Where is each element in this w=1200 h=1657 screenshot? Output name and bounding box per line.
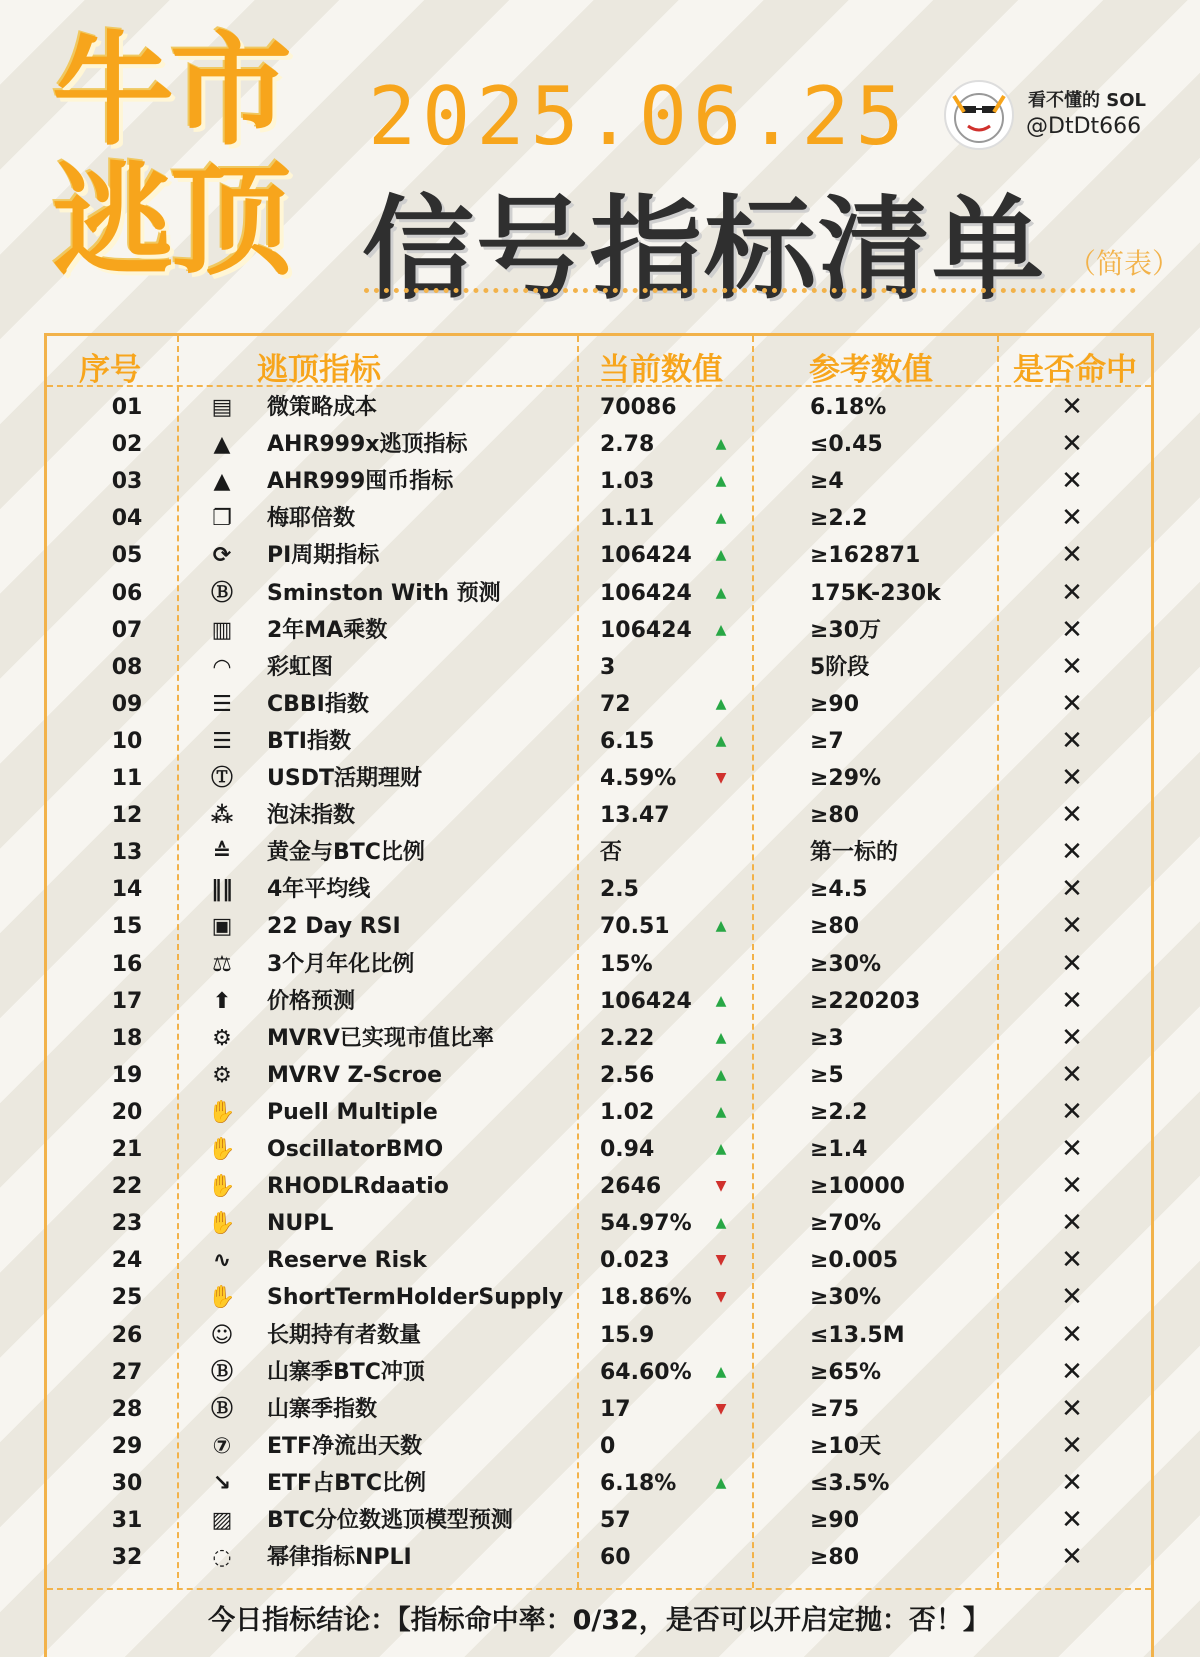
current-value: 54.97% — [600, 1211, 692, 1237]
reference-value: ≥80 — [810, 914, 860, 940]
indicator-name: MVRV Z-Scroe — [267, 1062, 443, 1088]
table-row — [47, 649, 1151, 686]
simple-note: （简表） — [1068, 247, 1181, 280]
indicator-name: MVRV已实现市值比率 — [267, 1025, 494, 1051]
hit-cross-icon: ✕ — [1061, 837, 1083, 868]
price-up-icon: ⬆ — [212, 988, 232, 1014]
handshake-icon: ✋ — [208, 1285, 236, 1311]
row-number: 26 — [111, 1322, 143, 1348]
table-row — [47, 983, 1151, 1020]
current-value: 0.94 — [600, 1137, 655, 1162]
header-seq: 序号 — [79, 352, 141, 388]
current-value: 6.15 — [600, 728, 655, 754]
current-value: 1.03 — [600, 469, 655, 495]
reference-value: ≥75 — [810, 1396, 860, 1422]
header-reference: 参考数值 — [809, 352, 933, 388]
trend-up-icon: ▲ — [715, 436, 727, 453]
current-value: 106424 — [600, 617, 692, 643]
hit-cross-icon: ✕ — [1061, 1319, 1083, 1350]
indicator-name: CBBI指数 — [267, 691, 369, 717]
current-value: 64.60% — [600, 1359, 692, 1385]
trend-up-icon: ▲ — [715, 547, 727, 564]
hit-cross-icon: ✕ — [1061, 614, 1083, 645]
current-value: 0 — [600, 1433, 616, 1459]
row-number: 01 — [111, 395, 143, 420]
reference-value: ≥30% — [810, 1285, 882, 1311]
hit-cross-icon: ✕ — [1061, 503, 1083, 534]
indicator-name: 4年平均线 — [267, 877, 371, 903]
row-number: 25 — [111, 1285, 143, 1311]
table-row — [47, 537, 1151, 574]
row-number: 05 — [111, 543, 143, 569]
indicator-name: 3个月年化比例 — [267, 951, 415, 977]
current-value: 0.023 — [600, 1248, 670, 1274]
avatar — [944, 80, 1014, 150]
current-value: 6.18% — [600, 1470, 677, 1496]
indicator-name: 价格预测 — [267, 988, 356, 1014]
row-number: 32 — [111, 1545, 143, 1571]
current-value: 3 — [600, 654, 616, 680]
indicator-name: 2年MA乘数 — [267, 617, 388, 643]
row-number: 04 — [111, 506, 143, 532]
current-value: 2.56 — [600, 1062, 655, 1088]
current-value: 60 — [600, 1545, 631, 1571]
indicator-name: OscillatorBMO — [267, 1137, 444, 1162]
reference-value: ≥2.2 — [810, 1099, 868, 1125]
row-number: 19 — [111, 1062, 143, 1088]
hit-cross-icon: ✕ — [1061, 1134, 1083, 1164]
scale-icon: ⚖ — [212, 951, 232, 977]
indicator-name: AHR999囤币指标 — [267, 469, 454, 495]
table-row — [47, 1279, 1151, 1316]
hit-cross-icon: ✕ — [1061, 429, 1083, 460]
current-value: 13.47 — [600, 803, 670, 829]
table-row — [47, 1020, 1151, 1057]
hit-cross-icon: ✕ — [1061, 1022, 1083, 1053]
indicator-name: NUPL — [267, 1211, 334, 1237]
trend-down-icon: ▼ — [715, 1400, 727, 1417]
table-row — [47, 1057, 1151, 1094]
hit-cross-icon: ✕ — [1061, 1393, 1083, 1424]
current-value: 72 — [600, 691, 631, 717]
indicator-name: 泡沫指数 — [267, 803, 356, 829]
table-row — [47, 1428, 1151, 1465]
reference-value: 6.18% — [810, 395, 887, 420]
reference-value: ≥220203 — [810, 988, 921, 1014]
current-value: 2.5 — [600, 877, 639, 903]
header-current: 当前数值 — [599, 352, 723, 388]
indicator-name: BTI指数 — [267, 728, 351, 754]
refresh-icon: ⟳ — [212, 543, 232, 569]
row-number: 09 — [111, 691, 143, 717]
hit-cross-icon: ✕ — [1061, 763, 1083, 793]
row-number: 18 — [111, 1025, 143, 1051]
table-row — [47, 908, 1151, 945]
table-row — [47, 723, 1151, 760]
reference-value: ≥162871 — [810, 543, 921, 569]
current-value: 2646 — [600, 1174, 662, 1200]
current-value: 18.86% — [600, 1285, 692, 1311]
reference-value: ≥5 — [810, 1062, 844, 1088]
handshake-icon: ✋ — [208, 1174, 236, 1200]
hit-cross-icon: ✕ — [1061, 1171, 1083, 1202]
trend-up-icon: ▲ — [715, 473, 727, 490]
table-row — [47, 1354, 1151, 1391]
trend-up-icon: ▲ — [715, 1103, 727, 1120]
footer-divider — [47, 1588, 1151, 1590]
subtitle: 信号指标清单 — [362, 185, 1046, 315]
trend-down-icon: ▼ — [715, 770, 727, 786]
current-value: 2.22 — [600, 1025, 655, 1051]
row-number: 27 — [111, 1359, 143, 1385]
indicator-name: 微策略成本 — [267, 395, 378, 420]
reference-value: ≥10000 — [810, 1174, 905, 1200]
reference-value: ≥3 — [810, 1025, 844, 1051]
indicator-name: 黄金与BTC比例 — [267, 840, 425, 866]
trend-up-icon: ▲ — [715, 918, 727, 935]
hit-cross-icon: ✕ — [1061, 1467, 1083, 1498]
mountain-icon: ▲ — [213, 432, 231, 458]
table-row — [47, 871, 1151, 908]
indicator-name: BTC分位数逃顶模型预测 — [267, 1508, 513, 1533]
indicator-name: Sminston With 预测 — [267, 580, 501, 606]
hit-cross-icon: ✕ — [1061, 540, 1083, 571]
dotted-divider — [364, 288, 1136, 293]
header-indicator: 逃顶指标 — [257, 352, 381, 388]
row-number: 31 — [111, 1508, 143, 1533]
row-number: 14 — [111, 877, 143, 903]
table-row — [47, 1465, 1151, 1502]
trend-up-icon: ▲ — [715, 510, 727, 527]
gold-icon: ≙ — [212, 840, 232, 866]
trend-up-icon: ▲ — [715, 1029, 727, 1046]
indicator-name: 梅耶倍数 — [267, 506, 356, 532]
indicator-name: 长期持有者数量 — [267, 1322, 422, 1348]
table-row — [47, 426, 1151, 463]
table-row — [47, 500, 1151, 537]
hit-cross-icon: ✕ — [1061, 392, 1083, 422]
hit-cross-icon: ✕ — [1061, 1430, 1083, 1461]
current-value: 4.59% — [600, 766, 677, 791]
reference-value: ≥7 — [810, 728, 844, 754]
indicator-name: RHODLRdaatio — [267, 1174, 449, 1200]
reference-value: ≥1.4 — [810, 1137, 868, 1162]
reference-value: ≥65% — [810, 1359, 882, 1385]
bitcoin-icon: Ⓑ — [210, 1359, 233, 1385]
indicator-name: 山寨季指数 — [267, 1396, 378, 1422]
row-number: 28 — [111, 1396, 143, 1422]
row-number: 11 — [111, 766, 143, 791]
row-number: 02 — [111, 432, 143, 458]
reference-value: ≥80 — [810, 803, 860, 829]
hit-cross-icon: ✕ — [1061, 985, 1083, 1016]
hit-cross-icon: ✕ — [1061, 725, 1083, 756]
current-value: 15.9 — [600, 1322, 655, 1348]
reference-value: ≥0.005 — [810, 1248, 899, 1274]
hit-cross-icon: ✕ — [1061, 1356, 1083, 1387]
header-divider — [47, 385, 1151, 387]
document-icon: ▤ — [211, 395, 233, 420]
indicator-name: AHR999x逃顶指标 — [267, 432, 468, 458]
gear-icon: ⚙ — [212, 1062, 232, 1088]
handshake-icon: ✋ — [208, 1099, 236, 1125]
row-number: 03 — [111, 469, 143, 495]
row-number: 13 — [111, 840, 143, 866]
reference-value: ≥30万 — [810, 617, 882, 643]
table-row — [47, 1205, 1151, 1242]
reference-value: ≥70% — [810, 1211, 882, 1237]
hit-cross-icon: ✕ — [1061, 1542, 1083, 1573]
reference-value: ≤0.45 — [810, 432, 883, 458]
trend-down-icon: ↘ — [212, 1470, 232, 1496]
current-value: 70086 — [600, 395, 677, 420]
table-row — [47, 1242, 1151, 1279]
hit-cross-icon: ✕ — [1061, 948, 1083, 979]
table-row — [47, 834, 1151, 871]
calendar-7-icon: ⑦ — [212, 1433, 232, 1459]
hit-cross-icon: ✕ — [1061, 911, 1083, 942]
indicator-name: Reserve Risk — [267, 1248, 427, 1274]
table-row — [47, 463, 1151, 500]
row-number: 17 — [111, 988, 143, 1014]
row-number: 07 — [111, 617, 143, 643]
row-number: 24 — [111, 1248, 143, 1274]
row-number: 22 — [111, 1174, 143, 1200]
hit-cross-icon: ✕ — [1061, 874, 1083, 905]
coins-icon: ☰ — [212, 728, 232, 754]
table-row — [47, 686, 1151, 723]
reference-value: ≥2.2 — [810, 506, 868, 532]
current-value: 否 — [600, 840, 623, 866]
reference-value: ≥80 — [810, 1545, 860, 1571]
current-value: 106424 — [600, 988, 692, 1014]
gear-icon: ⚙ — [212, 1025, 232, 1051]
stripes-icon: ▨ — [211, 1508, 233, 1533]
indicator-name: ETF净流出天数 — [267, 1433, 423, 1459]
author-handle: @DtDt666 — [1026, 114, 1142, 139]
trend-down-icon: ▼ — [715, 1178, 727, 1195]
trend-up-icon: ▲ — [715, 621, 727, 638]
hit-cross-icon: ✕ — [1061, 651, 1083, 682]
reference-value: ≤13.5M — [810, 1322, 905, 1348]
current-value: 1.11 — [600, 506, 655, 532]
trend-down-icon: ▼ — [715, 1252, 727, 1269]
reference-value: ≥29% — [810, 766, 882, 791]
header-hit: 是否命中 — [1013, 352, 1137, 388]
reference-value: 5阶段 — [810, 654, 870, 680]
current-value: 70.51 — [600, 914, 670, 940]
author-name: 看不懂的 SOL — [1028, 90, 1147, 111]
trend-up-icon: ▲ — [715, 992, 727, 1009]
current-value: 106424 — [600, 580, 692, 606]
trend-up-icon: ▲ — [715, 1215, 727, 1232]
row-number: 20 — [111, 1099, 143, 1125]
indicator-name: ETF占BTC比例 — [267, 1470, 426, 1496]
indicator-name: USDT活期理财 — [267, 766, 422, 791]
table-row — [47, 389, 1151, 426]
hit-cross-icon: ✕ — [1061, 1096, 1083, 1127]
hit-cross-icon: ✕ — [1061, 1059, 1083, 1090]
bitcoin-icon: Ⓑ — [210, 580, 233, 606]
current-value: 106424 — [600, 543, 692, 569]
hit-cross-icon: ✕ — [1061, 1245, 1083, 1276]
hit-cross-icon: ✕ — [1061, 1282, 1083, 1313]
table-row — [47, 1391, 1151, 1428]
trend-up-icon: ▲ — [715, 695, 727, 712]
current-value: 1.02 — [600, 1099, 655, 1125]
table-row — [47, 1317, 1151, 1354]
row-number: 08 — [111, 654, 143, 680]
reference-value: ≥4.5 — [810, 877, 868, 903]
reference-value: ≥90 — [810, 691, 860, 717]
holder-icon: ☺ — [210, 1322, 234, 1348]
hit-cross-icon: ✕ — [1061, 688, 1083, 719]
table-row — [47, 1502, 1151, 1539]
row-number: 29 — [111, 1433, 143, 1459]
row-number: 21 — [111, 1137, 143, 1162]
current-value: 15% — [600, 951, 653, 977]
reference-value: 175K-230k — [810, 580, 941, 606]
spiral-icon: ◌ — [212, 1545, 232, 1571]
indicator-name: 幂律指标NPLI — [267, 1545, 412, 1571]
reference-value: 第一标的 — [810, 840, 899, 866]
title-line2: 逃顶 — [52, 150, 288, 292]
rainbow-icon: ◠ — [213, 654, 231, 680]
hit-cross-icon: ✕ — [1061, 800, 1083, 831]
trend-up-icon: ▲ — [715, 1474, 727, 1491]
trend-up-icon: ▲ — [715, 1141, 727, 1157]
current-value: 2.78 — [600, 432, 655, 458]
chart-icon: ▥ — [211, 617, 233, 643]
reference-value: ≥90 — [810, 1508, 860, 1533]
bubble-icon: ⁂ — [210, 803, 234, 829]
mountain-icon: ▲ — [213, 469, 231, 495]
bars-icon: ‖‖ — [211, 877, 233, 903]
reference-value: ≥4 — [810, 469, 844, 495]
table-row — [47, 1539, 1151, 1576]
coins-icon: ☰ — [212, 691, 232, 717]
row-number: 16 — [111, 951, 143, 977]
reference-value: ≥10天 — [810, 1433, 882, 1459]
indicator-name: 彩虹图 — [267, 654, 334, 680]
hit-cross-icon: ✕ — [1061, 1505, 1083, 1535]
table-row — [47, 575, 1151, 612]
table-row — [47, 797, 1151, 834]
indicator-name: PI周期指标 — [267, 543, 380, 569]
indicator-table — [44, 333, 1154, 1657]
table-row — [47, 946, 1151, 983]
reference-value: ≤3.5% — [810, 1470, 890, 1496]
trend-down-icon: ▼ — [715, 1289, 727, 1306]
hit-cross-icon: ✕ — [1061, 466, 1083, 497]
date: 2025.06.25 — [368, 70, 910, 163]
indicator-name: 22 Day RSI — [267, 914, 401, 940]
table-row — [47, 612, 1151, 649]
trend-up-icon: ▲ — [715, 1066, 727, 1083]
row-number: 06 — [111, 580, 143, 606]
tether-icon: Ⓣ — [210, 766, 233, 791]
trend-up-icon: ▲ — [715, 584, 727, 601]
conclusion: 今日指标结论：【指标命中率：0/32，是否可以开启定抛：否！】 — [208, 1605, 990, 1636]
indicator-name: ShortTermHolderSupply — [267, 1285, 564, 1311]
bitcoin-icon: Ⓑ — [210, 1396, 233, 1422]
handshake-icon: ✋ — [208, 1211, 236, 1237]
wave-icon: ∿ — [212, 1248, 232, 1274]
copy-icon: ❐ — [212, 506, 232, 532]
table-row — [47, 1094, 1151, 1131]
row-number: 10 — [111, 728, 143, 754]
indicator-name: Puell Multiple — [267, 1099, 438, 1125]
title-line1: 牛市 — [52, 20, 288, 162]
row-number: 23 — [111, 1211, 143, 1237]
hit-cross-icon: ✕ — [1061, 577, 1083, 608]
indicator-name: 山寨季BTC冲顶 — [267, 1359, 425, 1385]
current-value: 17 — [600, 1396, 631, 1422]
hit-cross-icon: ✕ — [1061, 1208, 1083, 1239]
trend-up-icon: ▲ — [715, 732, 727, 749]
row-number: 30 — [111, 1470, 143, 1496]
reference-value: ≥30% — [810, 951, 882, 977]
table-row — [47, 1131, 1151, 1168]
handshake-icon: ✋ — [208, 1137, 236, 1162]
trend-up-icon: ▲ — [715, 1363, 727, 1380]
row-number: 12 — [111, 803, 143, 829]
calendar-icon: ▣ — [211, 914, 233, 940]
row-number: 15 — [111, 914, 143, 940]
table-row — [47, 760, 1151, 797]
current-value: 57 — [600, 1508, 631, 1533]
table-row — [47, 1168, 1151, 1205]
